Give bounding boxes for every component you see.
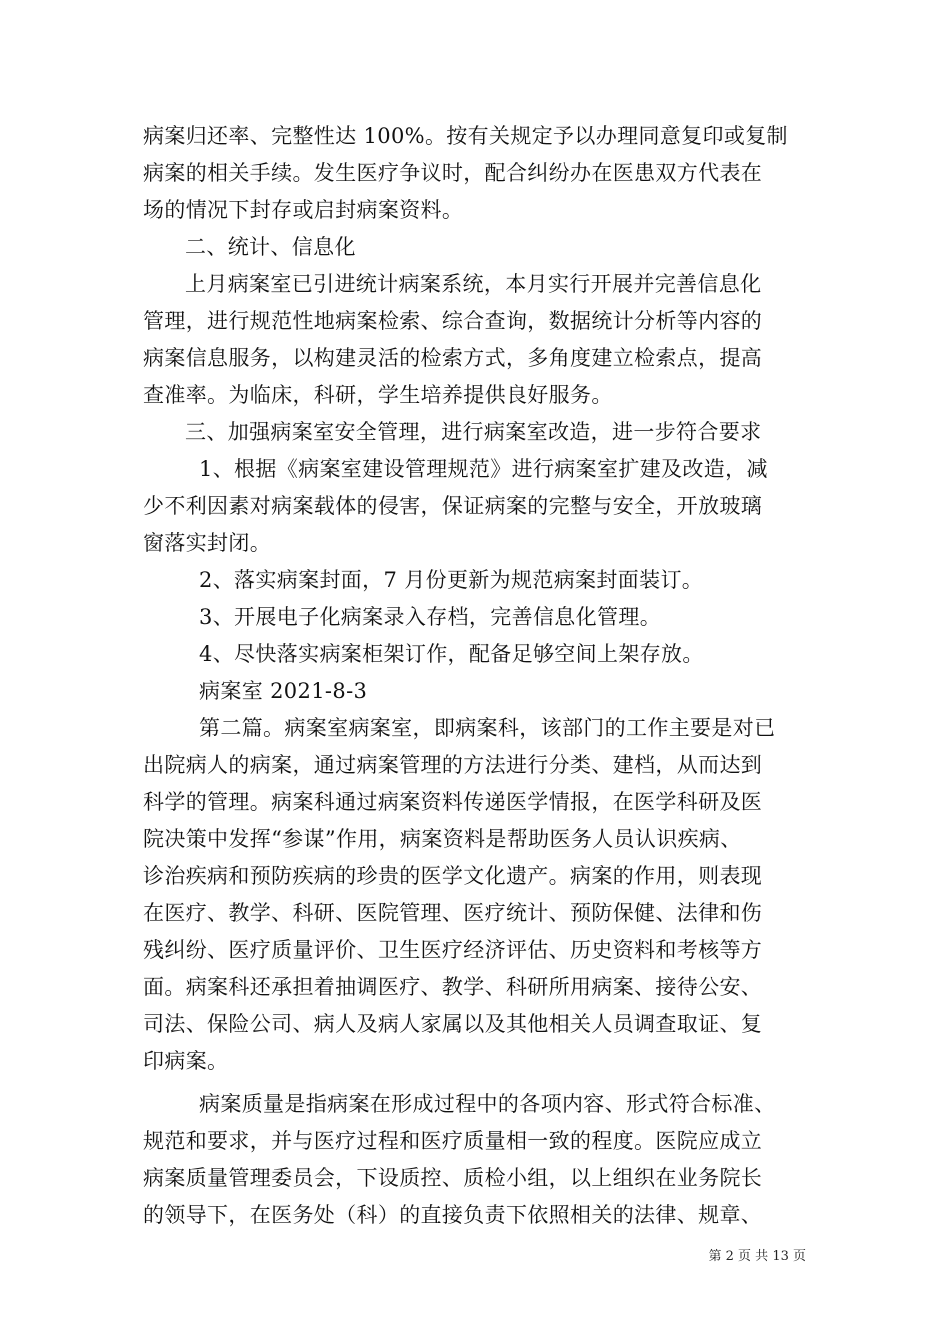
- text-line: 在医疗、教学、科研、医院管理、医疗统计、预防保健、法律和伤: [143, 901, 763, 925]
- text-line: 科学的管理。病案科通过病案资料传递医学情报，在医学科研及医: [143, 790, 763, 814]
- text-line: 残纠纷、医疗质量评价、卫生医疗经济评估、历史资料和考核等方: [143, 938, 763, 962]
- signature-date: 病案室 2021-8-3: [199, 679, 368, 703]
- text-line: 1、根据《病案室建设管理规范》进行病案室扩建及改造，减: [199, 457, 768, 481]
- text-line: 院决策中发挥“参谋”作用，病案资料是帮助医务人员认识疾病、: [143, 827, 742, 851]
- text-line: 查准率。为临床，科研，学生培养提供良好服务。: [143, 383, 613, 407]
- body-text: [143, 118, 809, 1234]
- text-line: 出院病人的病案，通过病案管理的方法进行分类、建档，从而达到: [143, 753, 763, 777]
- section-heading: 三、加强病案室安全管理，进行病案室改造，进一步符合要求: [185, 420, 762, 444]
- text-line: 第二篇。病案室病案室，即病案科，该部门的工作主要是对已: [199, 716, 776, 740]
- text-line: 3、开展电子化病案录入存档，完善信息化管理。: [199, 605, 662, 629]
- text-line: 病案信息服务，以构建灵活的检索方式，多角度建立检索点，提高: [143, 346, 763, 370]
- text-line: 印病案。: [143, 1049, 229, 1073]
- text-line: 4、尽快落实病案柜架订作，配备足够空间上架存放。: [199, 642, 704, 666]
- text-line: 规范和要求，并与医疗过程和医疗质量相一致的程度。医院应成立: [143, 1129, 763, 1153]
- text-line: 司法、保险公司、病人及病人家属以及其他相关人员调查取证、复: [143, 1012, 763, 1036]
- text-line: 病案质量管理委员会，下设质控、质检小组，以上组织在业务院长: [143, 1166, 763, 1190]
- text-line: 窗落实封闭。: [143, 531, 272, 555]
- page-number: 第 2 页 共 13 页: [708, 1249, 806, 1264]
- section-heading: 二、统计、信息化: [185, 235, 356, 259]
- text-line: 病案质量是指病案在形成过程中的各项内容、形式符合标准、: [199, 1092, 776, 1116]
- text-line: 上月病案室已引进统计病案系统，本月实行开展并完善信息化: [185, 272, 762, 296]
- text-line: 病案的相关手续。发生医疗争议时，配合纠纷办在医患双方代表在: [143, 161, 763, 185]
- text-line: 管理，进行规范性地病案检索、综合查询，数据统计分析等内容的: [143, 309, 763, 333]
- text-line: 2、落实病案封面，7 月份更新为规范病案封面装订。: [199, 568, 704, 592]
- text-line: 的领导下，在医务处（科）的直接负责下依照相关的法律、规章、: [143, 1203, 763, 1227]
- text-line: 面。病案科还承担着抽调医疗、教学、科研所用病案、接待公安、: [143, 975, 763, 999]
- text-line: 场的情况下封存或启封病案资料。: [143, 198, 464, 222]
- text-line: 病案归还率、完整性达 100%。按有关规定予以办理同意复印或复制: [143, 124, 788, 148]
- text-line: 少不利因素对病案载体的侵害，保证病案的完整与安全，开放玻璃: [143, 494, 763, 518]
- text-line: 诊治疾病和预防疾病的珍贵的医学文化遗产。病案的作用，则表现: [143, 864, 763, 888]
